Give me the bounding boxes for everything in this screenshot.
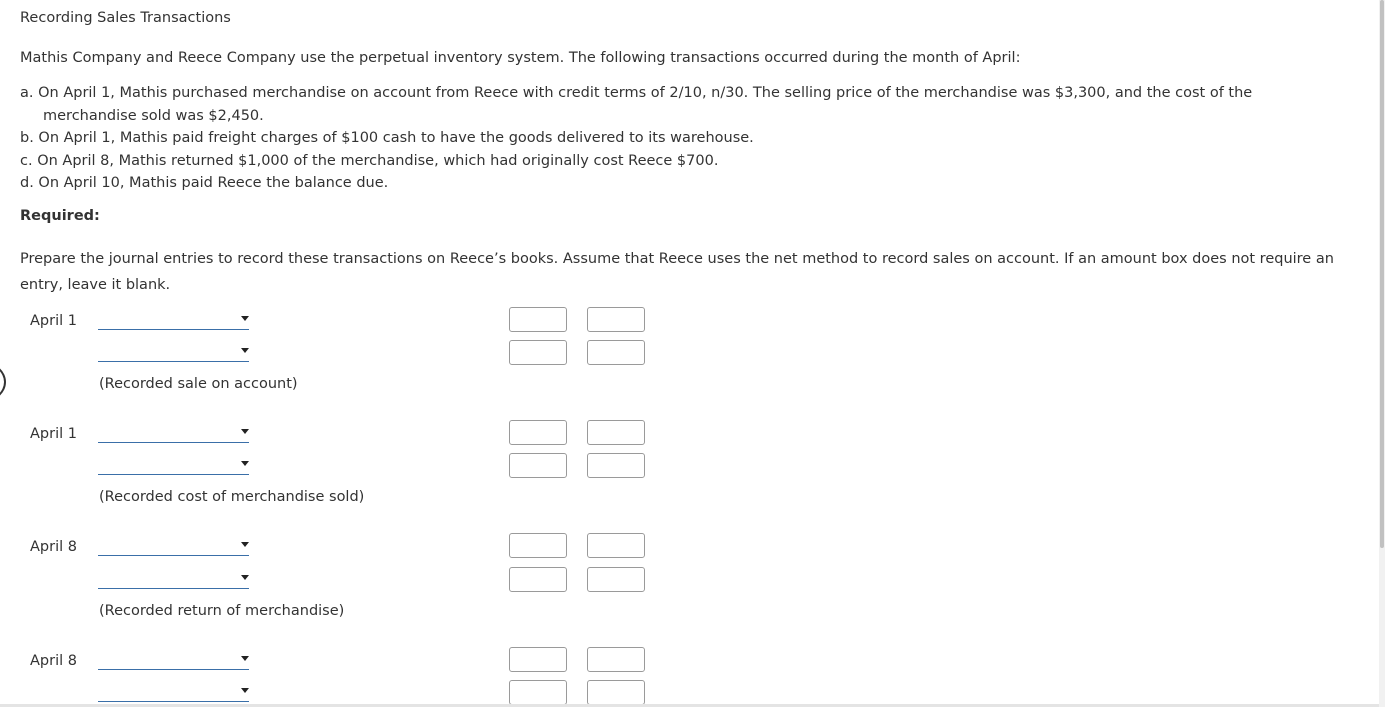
chevron-down-icon xyxy=(241,461,249,466)
account-select-4b[interactable] xyxy=(98,682,249,702)
credit-input-2a[interactable] xyxy=(587,420,645,445)
credit-input-3a[interactable] xyxy=(587,533,645,558)
vertical-scrollbar[interactable] xyxy=(1379,0,1385,707)
credit-input-3b[interactable] xyxy=(587,567,645,592)
chevron-down-icon xyxy=(241,429,249,434)
debit-input-1b[interactable] xyxy=(509,340,567,365)
entry-date-1: April 1 xyxy=(30,313,77,329)
debit-input-4b[interactable] xyxy=(509,680,567,705)
entry-note-1: (Recorded sale on account) xyxy=(99,376,298,392)
transaction-d: d. On April 10, Mathis paid Reece the balance due. xyxy=(20,175,389,191)
chevron-down-icon xyxy=(241,316,249,321)
credit-input-1a[interactable] xyxy=(587,307,645,332)
scrollbar-thumb[interactable] xyxy=(1380,0,1384,548)
account-select-3a[interactable] xyxy=(98,536,249,556)
debit-input-2a[interactable] xyxy=(509,420,567,445)
transaction-list xyxy=(20,82,1320,195)
chevron-down-icon xyxy=(241,688,249,693)
debit-input-2b[interactable] xyxy=(509,453,567,478)
entry-note-2: (Recorded cost of merchandise sold) xyxy=(99,489,365,505)
account-select-1b[interactable] xyxy=(98,342,249,362)
debit-input-3b[interactable] xyxy=(509,567,567,592)
debit-input-4a[interactable] xyxy=(509,647,567,672)
transaction-b: b. On April 1, Mathis paid freight charges of $100 cash to have the goods delivered to its warehouse. xyxy=(20,130,754,146)
entry-date-4: April 8 xyxy=(30,653,77,669)
chevron-down-icon xyxy=(241,348,249,353)
debit-input-1a[interactable] xyxy=(509,307,567,332)
page-title: Recording Sales Transactions xyxy=(20,10,231,26)
account-select-2a[interactable] xyxy=(98,423,249,443)
account-select-2b[interactable] xyxy=(98,455,249,475)
account-select-4a[interactable] xyxy=(98,650,249,670)
chevron-down-icon xyxy=(241,542,249,547)
required-heading: Required: xyxy=(20,208,100,224)
entry-note-3: (Recorded return of merchandise) xyxy=(99,603,345,619)
debit-input-3a[interactable] xyxy=(509,533,567,558)
problem-intro: Mathis Company and Reece Company use the perpetual inventory system. The following transactions occurred during the month of April: xyxy=(20,50,1021,66)
transaction-a: a. On April 1, Mathis purchased merchandise on account from Reece with credit terms of 2/10, n/30. The selling price of the merchandise was $3,300, and the cost of the merchandise sold was $2,450. xyxy=(20,85,1253,124)
entry-date-3: April 8 xyxy=(30,539,77,555)
credit-input-2b[interactable] xyxy=(587,453,645,478)
instructions-text: Prepare the journal entries to record these transactions on Reece’s books. Assume that Reece uses the net method to record sales on account. If an amount box does not require an entry, leave it blank. xyxy=(20,251,1334,293)
account-select-1a[interactable] xyxy=(98,310,249,330)
credit-input-1b[interactable] xyxy=(587,340,645,365)
chevron-down-icon xyxy=(241,575,249,580)
credit-input-4a[interactable] xyxy=(587,647,645,672)
credit-input-4b[interactable] xyxy=(587,680,645,705)
chevron-down-icon xyxy=(241,656,249,661)
transaction-c: c. On April 8, Mathis returned $1,000 of the merchandise, which had originally cost Reece $700. xyxy=(20,152,719,169)
entry-date-2: April 1 xyxy=(30,426,77,442)
circle-marker xyxy=(0,362,6,402)
account-select-3b[interactable] xyxy=(98,569,249,589)
